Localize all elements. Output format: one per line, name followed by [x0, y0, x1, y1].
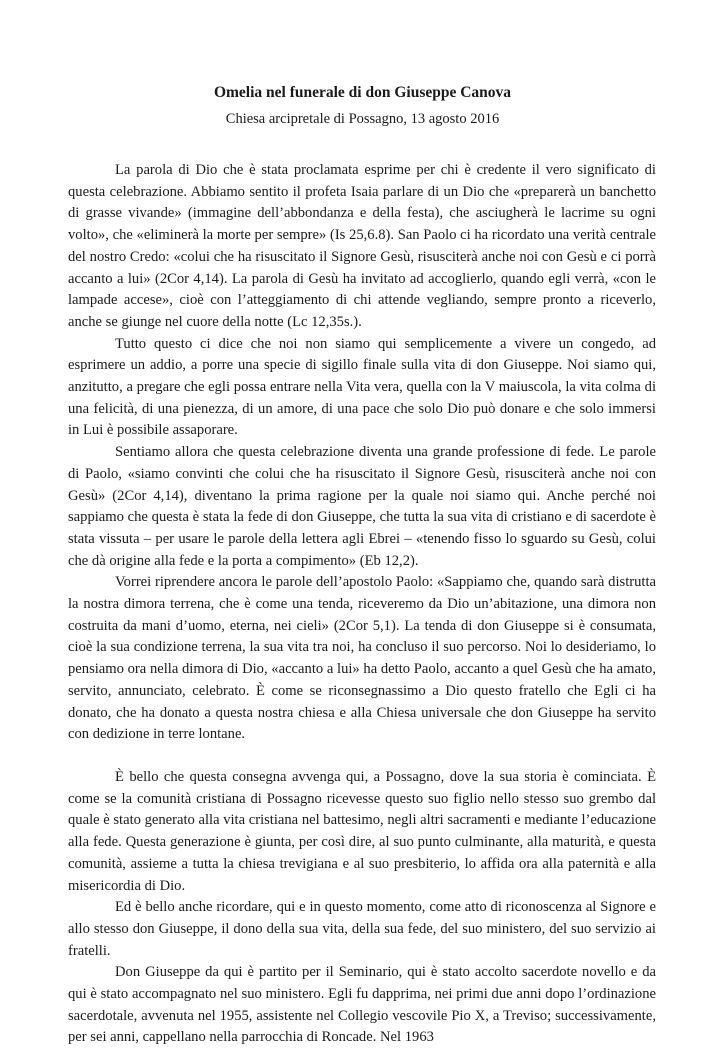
- paragraph: Don Giuseppe da qui è partito per il Seminario, qui è stato accolto sacerdote novello e da qui è stato accompagnato nel suo ministero. Egli fu dapprima, nei primi due anni dopo l’ordinazione sacerdotale, avvenuta nel 1955, assistente nel Collegio vescovile Pio X, a Treviso; successivamente, per sei anni, cappellano nella parrocchia di Roncade. Nel 1963: [68, 964, 656, 1046]
- paragraph: La parola di Dio che è stata proclamata esprime per chi è credente il vero significato di questa celebrazione. Abbiamo sentito il profeta Isaia parlare di un Dio che «preparerà un banchetto di grasse vivande» (immagine dell’abbondanza e della festa), che asciugherà le lacrime su ogni volto», che «eliminerà la morte per sempre» (Is 25,6.8). San Paolo ci ha ricordato una verità centrale del nostro Credo: «colui che ha risuscitato il Signore Gesù, risusciterà anche noi con Gesù e ci porrà accanto a lui» (2Cor 4,14). La parola di Gesù ha invitato ad accoglierlo, quando egli verrà, «con le lampade accese», cioè con l’atteggiamento di chi attende vegliando, sempre pronto a riceverlo, anche se giunge nel cuore della notte (Lc 12,35s.).: [68, 162, 656, 330]
- paragraph: Ed è bello anche ricordare, qui e in questo momento, come atto di riconoscenza al Signore e allo stesso don Giuseppe, il dono della sua vita, della sua fede, del suo ministero, del suo servizio ai fratelli.: [68, 899, 656, 959]
- paragraph: Sentiamo allora che questa celebrazione diventa una grande professione di fede. Le parole di Paolo, «siamo convinti che colui che ha risuscitato il Signore Gesù, risusciterà anche noi con Gesù» (2Cor 4,14), diventano la prima ragione per la quale noi siamo qui. Anche perché noi sappiamo che questa è stata la fede di don Giuseppe, che tutta la sua vita di cristiano e di sacerdote è stata vissuta – per usare le parole della lettera agli Ebrei – «tenendo fisso lo sguardo su Gesù, colui che dà origine alla fede e la porta a compimento» (Eb 12,2).: [68, 444, 656, 569]
- paragraph: Vorrei riprendere ancora le parole dell’apostolo Paolo: «Sappiamo che, quando sarà distrutta la nostra dimora terrena, che è come una tenda, riceveremo da Dio un’abitazione, una dimora non costruita da mani d’uomo, eterna, nei cieli» (2Cor 5,1). La tenda di don Giuseppe si è consumata, cioè la sua condizione terrena, la sua vita tra noi, ha concluso il suo percorso. Noi lo desideriamo, lo pensiamo ora nella dimora di Dio, «accanto a lui» ha detto Paolo, accanto a quel Gesù che ha amato, servito, annunciato, celebrato. È come se riconsegnassimo a Dio questo fratello che Egli ci ha donato, che ha donato a questa nostra chiesa e alla Chiesa universale che don Giuseppe ha servito con dedizione in terre lontane.: [68, 574, 656, 743]
- document-subtitle: Chiesa arcipretale di Possagno, 13 agosto 2016: [225, 111, 500, 127]
- document-body: [68, 160, 656, 1049]
- paragraph: È bello che questa consegna avvenga qui, a Possagno, dove la sua storia è cominciata. È come se la comunità cristiana di Possagno ricevesse questo suo figlio nello stesso suo grembo dal quale è stato generato alla vita cristiana nel battesimo, negli altri sacramenti e mediante l’educazione alla fede. Questa generazione è giunta, per così dire, al suo punto culminante, alla maturità, e questa comunità, assieme a tutta la chiesa trevigiana e al suo presbiterio, lo affida ora alla paternità e alla misericordia di Dio.: [68, 768, 656, 894]
- document-title: Omelia nel funerale di don Giuseppe Canova: [213, 84, 512, 101]
- paragraph: Tutto questo ci dice che noi non siamo qui semplicemente a vivere un congedo, ad esprimere un addio, a porre una specie di sigillo finale sulla vita di don Giuseppe. Noi siamo qui, anzitutto, a pregare che egli possa entrare nella Vita vera, quella con la V maiuscola, la vita colma di una felicità, di una pienezza, di un amore, di una pace che solo Dio può donare e che solo immersi in Lui è possibile assaporare.: [68, 335, 656, 439]
